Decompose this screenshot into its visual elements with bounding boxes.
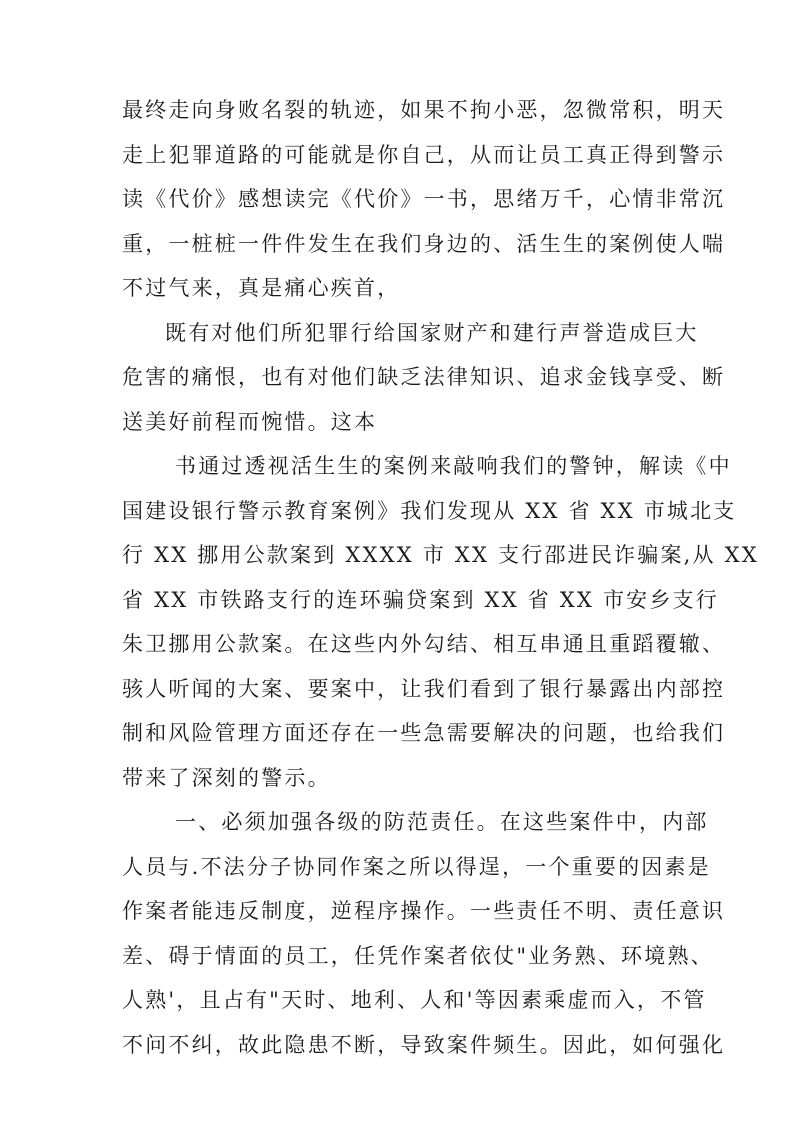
text-line: 危害的痛恨，也有对他们缺乏法律知识、追求金钱享受、断 xyxy=(122,365,726,389)
text-line: 国建设银行警示教育案例》我们发现从 XX 省 XX 市城北支 xyxy=(122,499,737,523)
text-line: 一、必须加强各级的防范责任。在这些案件中，内部 xyxy=(175,810,709,834)
text-line: 省 XX 市铁路支行的连环骗贷案到 XX 省 XX 市安乡支行 xyxy=(122,588,719,612)
text-line: 重，一桩桩一件件发生在我们身边的、活生生的案例使人喘 xyxy=(122,232,726,256)
text-line: 最终走向身败名裂的轨迹，如果不拘小恶，忽微常积，明天 xyxy=(122,98,726,122)
text-line: 不问不纠，故此隐患不断，导致案件频生。因此，如何强化 xyxy=(122,1033,726,1057)
text-line: 送美好前程而惋惜。这本 xyxy=(122,410,378,434)
text-line: 走上犯罪道路的可能就是你自己，从而让员工真正得到警示 xyxy=(122,143,726,167)
text-line: 读《代价》感想读完《代价》一书，思绪万千，心情非常沉 xyxy=(122,187,726,211)
text-line: 行 XX 挪用公款案到 XXXX 市 XX 支行邵进民诈骗案,从 XX xyxy=(122,543,759,567)
text-line: 制和风险管理方面还存在一些急需要解决的问题，也给我们 xyxy=(122,721,726,745)
text-line: 带来了深刻的警示。 xyxy=(122,766,331,790)
text-line: 骇人听闻的大案、要案中，让我们看到了银行暴露出内部控 xyxy=(122,677,726,701)
text-line: 人熟'，且占有"天时、地利、人和'等因素乘虚而入，不管 xyxy=(122,988,707,1012)
text-line: 朱卫挪用公款案。在这些内外勾结、相互串通且重蹈覆辙、 xyxy=(122,632,726,656)
text-line: 书通过透视活生生的案例来敲响我们的警钟，解读《中 xyxy=(175,454,732,478)
text-line: 既有对他们所犯罪行给国家财产和建行声誉造成巨大 xyxy=(165,321,699,345)
text-line: 不过气来，真是痛心疾首， xyxy=(122,276,401,300)
text-line: 作案者能违反制度，逆程序操作。一些责任不明、责任意识 xyxy=(122,899,726,923)
text-line: 差、碍于情面的员工，任凭作案者依仗"业务熟、环境熟、 xyxy=(122,944,714,968)
text-line: 人员与.不法分子协同作案之所以得逞，一个重要的因素是 xyxy=(122,855,711,879)
